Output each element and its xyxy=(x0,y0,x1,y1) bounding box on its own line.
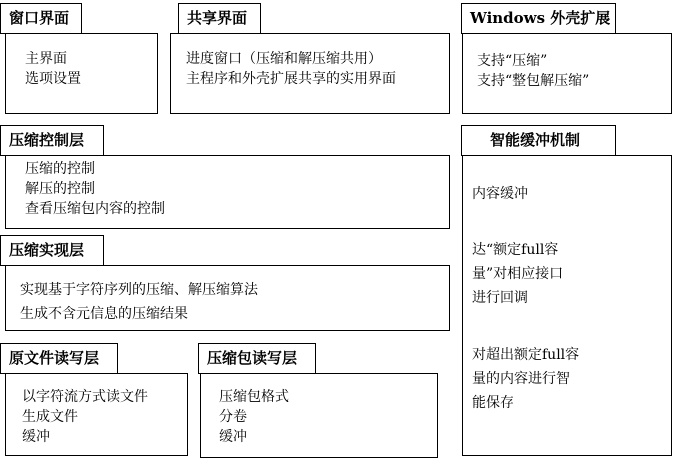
window-ui-title: 窗口界面 xyxy=(0,3,82,34)
list-item: 查看压缩包内容的控制 xyxy=(25,201,165,217)
buffer-title: 智能缓冲机制 xyxy=(461,125,616,156)
list-item: 缓冲 xyxy=(22,429,50,445)
buffer-line: 能保存 xyxy=(472,395,514,411)
buffer-line: 对超出额定full容 xyxy=(472,347,580,363)
list-item: 生成不含元信息的压缩结果 xyxy=(20,306,188,322)
compress-impl-title: 压缩实现层 xyxy=(0,235,104,266)
list-item: 分卷 xyxy=(219,409,247,425)
shell-ext-title: Windows 外壳扩展 xyxy=(461,3,616,34)
compress-control-list xyxy=(25,159,165,219)
shell-ext-list xyxy=(477,51,589,91)
window-ui-list xyxy=(25,49,81,89)
list-item: 选项设置 xyxy=(25,71,81,87)
shared-ui-list xyxy=(186,49,396,89)
buffer-para-2 xyxy=(472,238,563,310)
buffer-line: 达“额定full容 xyxy=(472,242,559,258)
list-item: 进度窗口（压缩和解压缩共用） xyxy=(186,51,382,67)
buffer-para-1 xyxy=(472,182,528,206)
list-item: 压缩包格式 xyxy=(219,389,289,405)
buffer-line: 量”对相应接口 xyxy=(472,266,564,282)
list-item: 压缩的控制 xyxy=(25,161,95,177)
buffer-line: 内容缓冲 xyxy=(472,186,528,202)
buffer-line: 量的内容进行智 xyxy=(472,371,570,387)
buffer-line: 进行回调 xyxy=(472,290,528,306)
list-item: 支持“压缩” xyxy=(477,53,548,69)
list-item: 主界面 xyxy=(25,51,67,67)
source-rw-title: 原文件读写层 xyxy=(0,343,118,374)
list-item: 实现基于字符序列的压缩、解压缩算法 xyxy=(20,282,258,298)
list-item: 主程序和外壳扩展共享的实用界面 xyxy=(186,71,396,87)
shared-ui-title: 共享界面 xyxy=(178,3,261,34)
compress-control-title: 压缩控制层 xyxy=(0,125,104,156)
buffer-para-3 xyxy=(472,343,579,415)
compress-impl-list xyxy=(20,278,258,326)
list-item: 以字符流方式读文件 xyxy=(22,389,148,405)
package-rw-title: 压缩包读写层 xyxy=(198,343,316,374)
source-rw-list xyxy=(22,387,148,447)
list-item: 生成文件 xyxy=(22,409,78,425)
list-item: 解压的控制 xyxy=(25,181,95,197)
package-rw-list xyxy=(219,387,289,447)
list-item: 缓冲 xyxy=(219,429,247,445)
list-item: 支持“整包解压缩” xyxy=(477,73,590,89)
